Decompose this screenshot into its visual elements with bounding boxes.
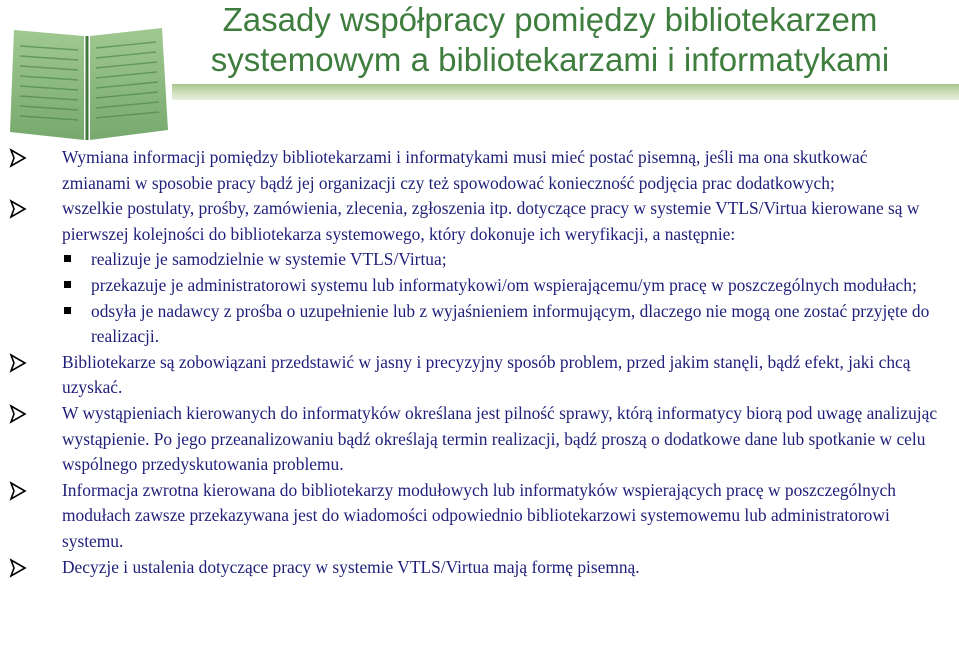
arrowhead-bullet-icon: [8, 148, 28, 168]
arrowhead-bullet-icon: [8, 404, 28, 424]
list-item-text: wszelkie postulaty, prośby, zamówienia, zlecenia, zgłoszenia itp. dotyczące pracy w systemie VTLS/Virtua kierowane są w pierwszej kolejności do bibliotekarza systemowego, który dokonuje ich weryfikacji, a następnie:: [62, 198, 920, 244]
list-item: [0, 555, 959, 581]
list-item: [0, 196, 959, 247]
square-bullet-icon: [64, 255, 71, 262]
list-item-text: Wymiana informacji pomiędzy bibliotekarzami i informatykami musi mieć postać pisemną, jeśli ma ona skutkować zmianami w sposobie pracy bądź jej organizacji czy też spowodować konieczność podjęcia prac dodatkowych;: [62, 147, 868, 193]
title-line-2: systemowym a bibliotekarzami i informatykami: [210, 41, 890, 78]
sub-list-item: [0, 247, 959, 273]
arrowhead-bullet-icon: [8, 199, 28, 219]
open-book-image: [2, 22, 172, 144]
sub-list-item: [0, 299, 959, 350]
title-line-1: Zasady współpracy pomiędzy bibliotekarzem: [222, 1, 878, 38]
sub-list-item: [0, 273, 959, 299]
list-item: [0, 350, 959, 401]
arrowhead-bullet-icon: [8, 353, 28, 373]
square-bullet-icon: [64, 281, 71, 288]
list-item-text: W wystąpieniach kierowanych do informatyków określana jest pilność sprawy, którą informatycy biorą pod uwagę analizując wystąpienie. Po jego przeanalizowaniu bądź określają termin realizacji, bądź proszą o dodatkowe dane lub spotkanie w celu wspólnego przedyskutowania problemu.: [62, 402, 938, 475]
arrowhead-bullet-icon: [8, 481, 28, 501]
sub-list-item-text: odsyła je nadawcy z prośba o uzupełnienie lub z wyjaśnieniem informującym, dlaczego nie mogą one zostać przyjęte do realizacji.: [91, 300, 930, 347]
list-item: [0, 401, 959, 478]
list-item: [0, 478, 959, 555]
page-title: [150, 0, 950, 80]
list-item-text: Informacja zwrotna kierowana do bibliotekarzy modułowych lub informatyków wspierających pracę w poszczególnych modułach zawsze przekazywana jest do wiadomości odpowiednio bibliotekarzowi systemowemu lub administratorowi systemu.: [62, 479, 896, 551]
bullet-list: [0, 145, 959, 580]
list-item-text: Bibliotekarze są zobowiązani przedstawić w jasny i precyzyjny sposób problem, przed jakim stanęli, bądź efekt, jaki chcą uzyskać.: [62, 351, 911, 398]
list-item-text: Decyzje i ustalenia dotyczące pracy w systemie VTLS/Virtua mają formę pisemną.: [62, 556, 640, 577]
square-bullet-icon: [64, 307, 71, 314]
sub-list-item-text: przekazuje je administratorowi systemu lub informatykowi/om wspierającemu/ym pracę w poszczególnych modułach;: [91, 274, 917, 295]
list-item: [0, 145, 959, 196]
title-underline-bar: [170, 84, 959, 100]
sub-list-item-text: realizuje je samodzielnie w systemie VTLS/Virtua;: [91, 249, 447, 270]
arrowhead-bullet-icon: [8, 558, 28, 578]
